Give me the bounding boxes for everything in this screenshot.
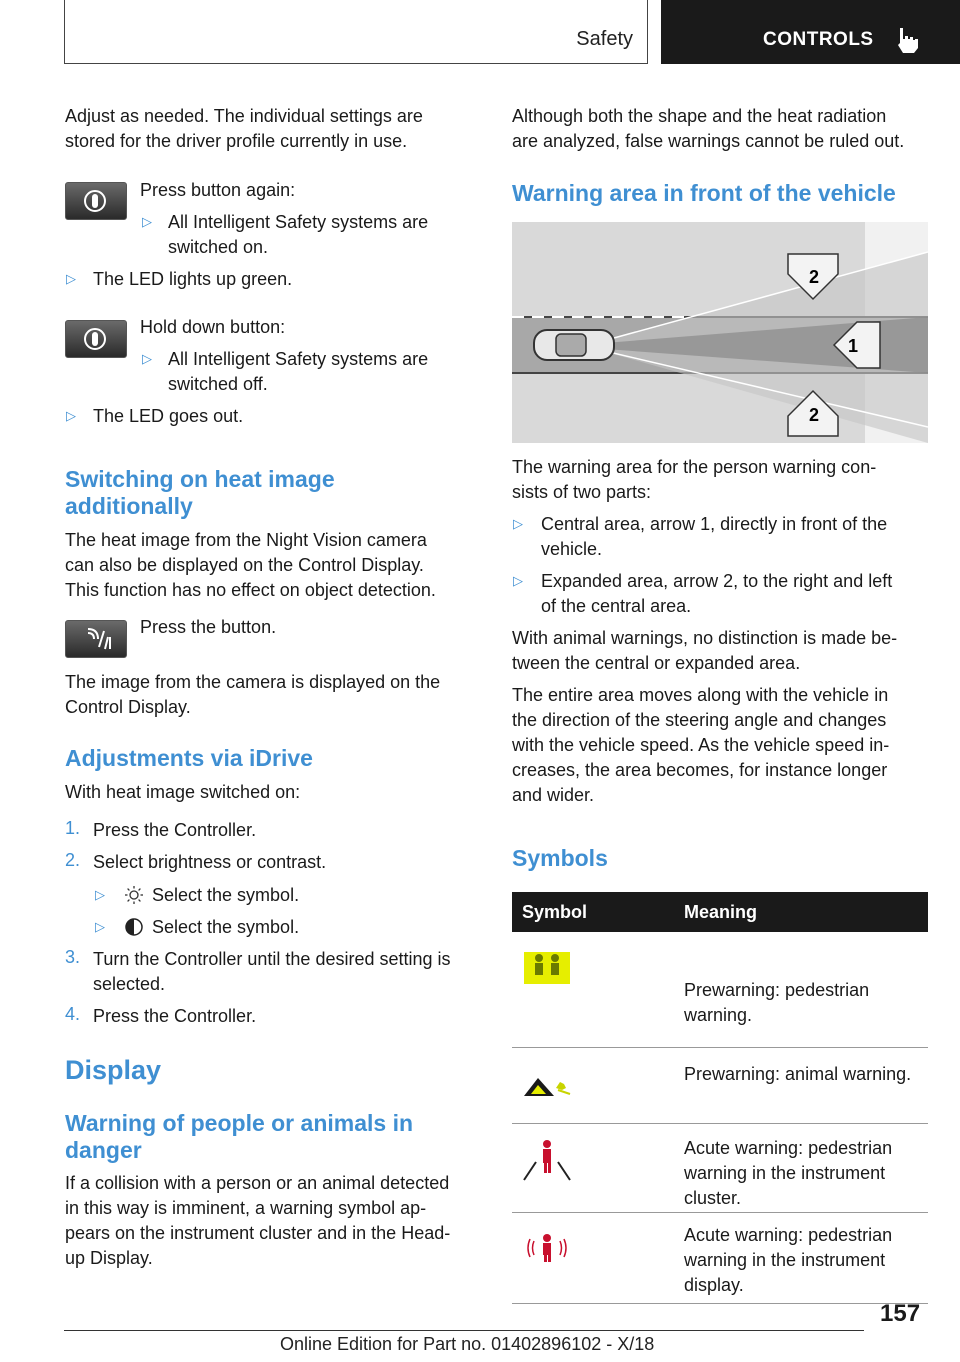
led-green-text: The LED lights up green. xyxy=(93,269,293,289)
sub2-line-1: All Intelligent Safety systems are xyxy=(168,349,429,369)
row4-line-1: Acute warning: pedestrian xyxy=(684,1224,893,1245)
intro-line-1: Adjust as needed. The individual settings are xyxy=(65,106,423,126)
step-number: 4. xyxy=(65,1004,81,1024)
pedestrian-prewarning-icon xyxy=(522,946,572,986)
col-symbol-header: Symbol xyxy=(512,892,674,932)
heat-line-3: This function has no effect on object detection. xyxy=(65,580,436,600)
select-contrast-text: Select the symbol. xyxy=(152,917,300,937)
row2-line-1: Prewarning: animal warning. xyxy=(684,1063,912,1084)
animal-line-1: With animal warnings, no distinction is made be- xyxy=(512,628,898,648)
select-brightness-text: Select the symbol. xyxy=(152,885,300,905)
table-row xyxy=(512,932,928,1047)
camera-line-1: The image from the camera is displayed on the xyxy=(65,672,441,692)
safety-button-icon xyxy=(65,182,127,220)
bullet-icon: ▷ xyxy=(142,351,152,366)
heading-display: Display xyxy=(65,1055,162,1085)
sub1-line-1: All Intelligent Safety systems are xyxy=(168,212,429,232)
page-number: 157 xyxy=(880,1300,921,1327)
heading-warning-line-1: Warning of people or animals in xyxy=(65,1110,414,1136)
heat-line-2: can also be displayed on the Control Display. xyxy=(65,555,424,575)
moves-line-1: The entire area moves along with the vehicle in xyxy=(512,685,889,705)
col-meaning-header: Meaning xyxy=(674,892,928,932)
row4-line-2: warning in the instrument xyxy=(684,1249,886,1270)
sub1-line-2: switched on. xyxy=(168,237,269,257)
animal-line-2: tween the central or expanded area. xyxy=(512,653,801,673)
heat-line-1: The heat image from the Night Vision camera xyxy=(65,530,427,550)
step-number: 3. xyxy=(65,947,81,967)
table-header-row xyxy=(512,892,928,932)
heading-warning-line-2: danger xyxy=(65,1137,142,1163)
footer-edition: Online Edition for Part no. 01402896102 - X/18 xyxy=(280,1334,655,1354)
moves-line-3: with the vehicle speed. As the vehicle speed in- xyxy=(512,735,890,755)
heading-heat-line-2: additionally xyxy=(65,493,193,519)
bullet-icon: ▷ xyxy=(66,271,76,286)
expanded-line-1: Expanded area, arrow 2, to the right and left xyxy=(541,571,893,591)
camera-line-2: Control Display. xyxy=(65,697,191,717)
figure-label-2-bottom: 2 xyxy=(808,405,820,425)
header-section-title: Safety xyxy=(576,28,633,50)
press-again-text: Press button again: xyxy=(140,180,296,200)
night-vision-button-icon xyxy=(65,620,127,658)
header-section-box xyxy=(64,0,648,64)
moves-line-5: and wider. xyxy=(512,785,595,805)
hold-down-text: Hold down button: xyxy=(140,317,286,337)
heading-symbols: Symbols xyxy=(512,845,608,871)
step-2-text: Select brightness or contrast. xyxy=(93,852,327,872)
bullet-icon: ▷ xyxy=(66,408,76,423)
bullet-icon: ▷ xyxy=(513,573,523,588)
animal-prewarning-icon xyxy=(522,1074,576,1098)
figure-label-1: 1 xyxy=(847,336,859,356)
table-row xyxy=(512,1123,928,1212)
bullet-icon: ▷ xyxy=(513,516,523,531)
brightness-icon xyxy=(124,885,144,905)
press-button-text: Press the button. xyxy=(140,617,277,637)
footer-divider xyxy=(64,1330,864,1331)
area-line-2: sists of two parts: xyxy=(512,482,652,502)
step-number: 1. xyxy=(65,818,81,838)
pedestrian-acute-cluster-icon xyxy=(522,1138,572,1182)
sub2-line-2: switched off. xyxy=(168,374,268,394)
collision-line-2: in this way is imminent, a warning symbol ap- xyxy=(65,1198,427,1218)
pointing-hand-icon xyxy=(894,26,920,54)
heading-warning-area: Warning area in front of the vehicle xyxy=(512,180,896,206)
row3-line-3: cluster. xyxy=(684,1187,742,1208)
with-heat-text: With heat image switched on: xyxy=(65,782,301,802)
heading-adjustments: Adjustments via iDrive xyxy=(65,745,313,771)
row3-line-2: warning in the instrument xyxy=(684,1162,886,1183)
r-intro-line-2: are analyzed, false warnings cannot be ruled out. xyxy=(512,131,905,151)
area-line-1: The warning area for the person warning con- xyxy=(512,457,877,477)
step-1-text: Press the Controller. xyxy=(93,820,257,840)
bullet-icon: ▷ xyxy=(95,887,105,902)
row1-line-1: Prewarning: pedestrian xyxy=(684,980,870,1000)
led-out-text: The LED goes out. xyxy=(93,406,244,426)
collision-line-1: If a collision with a person or an animal detected xyxy=(65,1173,450,1193)
bullet-icon: ▷ xyxy=(95,919,105,934)
car-icon xyxy=(534,330,614,360)
intro-line-2: stored for the driver profile currently in use. xyxy=(65,131,408,151)
table-row xyxy=(512,1047,928,1123)
pedestrian-acute-display-icon xyxy=(522,1233,572,1263)
warning-area-figure xyxy=(512,222,928,443)
figure-label-2-top: 2 xyxy=(808,267,820,287)
central-line-2: vehicle. xyxy=(541,539,603,559)
step-number: 2. xyxy=(65,850,81,870)
collision-line-3: pears on the instrument cluster and in the Head- xyxy=(65,1223,451,1243)
header-chapter-title: CONTROLS xyxy=(763,29,874,50)
row1-line-2: warning. xyxy=(684,1005,753,1025)
row3-line-1: Acute warning: pedestrian xyxy=(684,1137,893,1158)
collision-line-4: up Display. xyxy=(65,1248,153,1268)
bullet-icon: ▷ xyxy=(142,214,152,229)
table-row xyxy=(512,1212,928,1303)
moves-line-2: the direction of the steering angle and changes xyxy=(512,710,887,730)
symbols-table xyxy=(512,892,928,1304)
safety-button-icon xyxy=(65,320,127,358)
step-4-text: Press the Controller. xyxy=(93,1006,257,1026)
expanded-line-2: of the central area. xyxy=(541,596,692,616)
r-intro-line-1: Although both the shape and the heat radiation xyxy=(512,106,887,126)
moves-line-4: creases, the area becomes, for instance longer xyxy=(512,760,888,780)
step-3-line-1: Turn the Controller until the desired setting is xyxy=(93,949,451,969)
central-line-1: Central area, arrow 1, directly in front of the xyxy=(541,514,888,534)
heading-heat-line-1: Switching on heat image xyxy=(65,466,335,492)
contrast-icon xyxy=(124,917,144,937)
step-3-line-2: selected. xyxy=(93,974,166,994)
row4-line-3: display. xyxy=(684,1274,744,1295)
